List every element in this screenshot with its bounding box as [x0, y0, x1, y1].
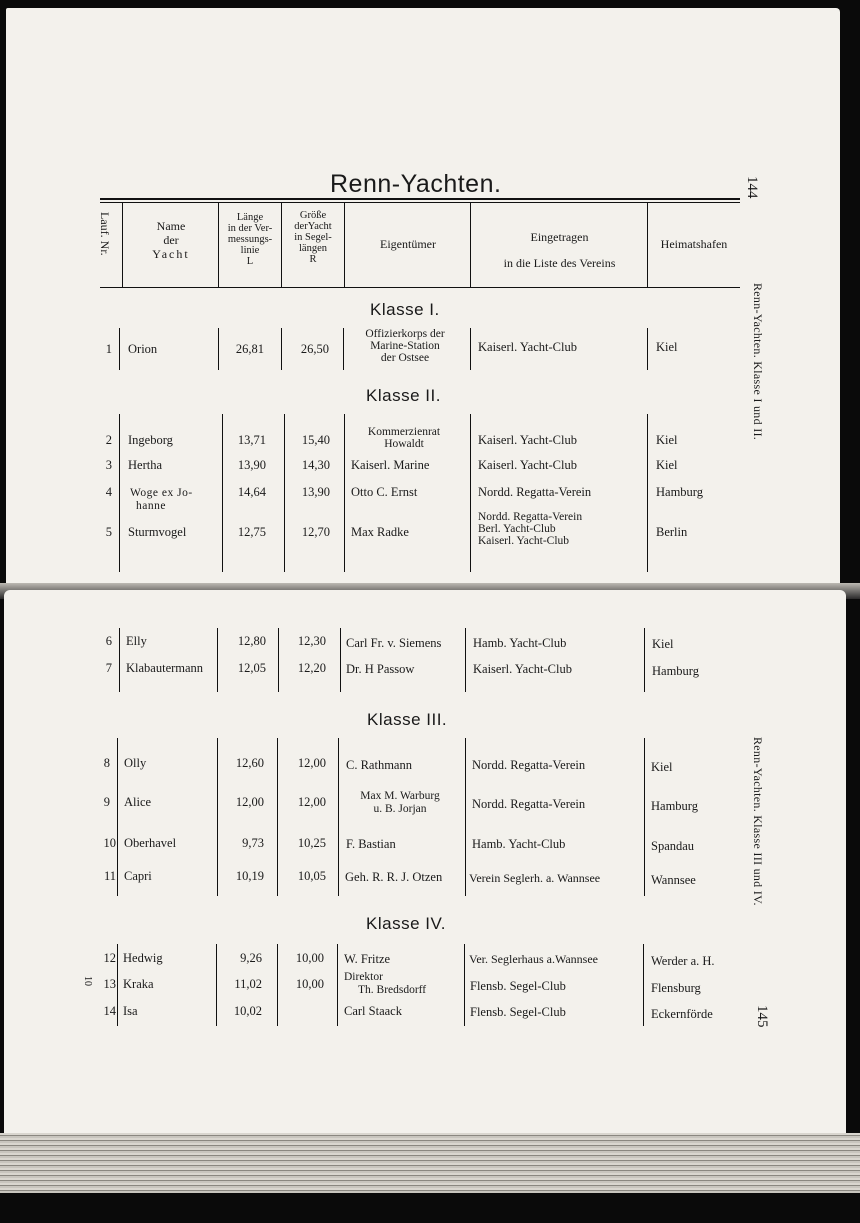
column-rule — [117, 738, 118, 896]
column-rule — [647, 414, 648, 572]
header-divider — [218, 203, 219, 287]
row-13-name: Kraka — [123, 977, 154, 991]
column-rule — [119, 328, 120, 370]
row-3-verein: Kaiserl. Yacht-Club — [478, 458, 577, 472]
row-5-hafen: Berlin — [656, 525, 688, 539]
row-7-hafen: Hamburg — [652, 664, 699, 678]
header-divider — [470, 203, 471, 287]
header-divider — [122, 203, 123, 287]
header-divider — [281, 203, 282, 287]
row-3-laenge: 13,90 — [237, 458, 266, 472]
row-9-verein: Nordd. Regatta-Verein — [472, 797, 586, 811]
row-14-name: Isa — [123, 1004, 138, 1018]
row-13-groesse: 10,00 — [295, 977, 324, 991]
column-rule — [277, 738, 278, 896]
book-page-edges — [0, 1133, 860, 1193]
row-8-name: Olly — [124, 756, 147, 770]
row-2-nr: 2 — [105, 433, 112, 447]
row-5-groesse: 12,70 — [301, 525, 330, 539]
column-rule — [337, 944, 338, 1026]
row-11-name: Capri — [124, 869, 152, 883]
row-11-verein: Verein Seglerh. a. Wannsee — [469, 871, 601, 885]
row-4-verein: Nordd. Regatta-Verein — [478, 485, 592, 499]
row-10-laenge: 9,73 — [242, 836, 264, 850]
row-11-laenge: 10,19 — [235, 869, 264, 883]
row-5-laenge: 12,75 — [237, 525, 266, 539]
row-13-hafen: Flensburg — [651, 981, 701, 995]
column-rule — [465, 628, 466, 692]
row-5-owner: Max Radke — [351, 525, 409, 539]
row-11-groesse: 10,05 — [297, 869, 326, 883]
row-14-owner: Carl Staack — [344, 1004, 402, 1018]
column-rule — [278, 628, 279, 692]
row-1-laenge: 26,81 — [235, 342, 264, 356]
header-eingetragen: Eingetragen in die Liste des Vereins — [503, 230, 616, 270]
column-rule — [647, 328, 648, 370]
header-bottom-rule — [100, 287, 740, 288]
row-5-verein: Nordd. Regatta-Verein Berl. Yacht-Club Kaiserl. Yacht-Club — [478, 511, 583, 547]
row-14-hafen: Eckernförde — [651, 1007, 713, 1021]
header-laenge: Länge in der Ver- messungs- linie L — [227, 212, 273, 267]
row-2-owner: Kommerzienrat Howaldt — [367, 426, 441, 450]
row-7-verein: Kaiserl. Yacht-Club — [473, 662, 572, 676]
column-rule — [643, 944, 644, 1026]
row-5-nr: 5 — [105, 525, 112, 539]
row-13-nr: 13 — [103, 977, 116, 991]
row-9-owner: Max M. Warburg u. B. Jorjan — [360, 790, 440, 815]
row-4-laenge: 14,64 — [237, 485, 266, 499]
column-rule — [465, 738, 466, 896]
page-number-145: 145 — [754, 1005, 770, 1028]
row-10-verein: Hamb. Yacht-Club — [472, 837, 566, 851]
row-9-nr: 9 — [103, 795, 110, 809]
row-5-name: Sturmvogel — [128, 525, 187, 539]
row-2-name: Ingeborg — [128, 433, 173, 447]
row-12-nr: 12 — [103, 951, 116, 965]
row-10-name: Oberhavel — [124, 836, 177, 850]
section-klasse-4: Klasse IV. — [366, 914, 446, 933]
row-4-nr: 4 — [105, 485, 112, 499]
page-title: Renn-Yachten. — [330, 170, 502, 198]
row-3-groesse: 14,30 — [301, 458, 330, 472]
section-klasse-3: Klasse III. — [367, 710, 448, 729]
column-rule — [222, 414, 223, 572]
column-rule — [343, 328, 344, 370]
row-11-owner: Geh. R. R. J. Otzen — [345, 870, 443, 884]
row-7-owner: Dr. H Passow — [346, 662, 415, 676]
row-13-owner: Direktor Th. Bredsdorff — [344, 971, 427, 996]
column-rule — [119, 414, 120, 572]
title-rule — [100, 198, 740, 200]
row-14-laenge: 10,02 — [233, 1004, 262, 1018]
row-9-hafen: Hamburg — [651, 799, 698, 813]
row-2-verein: Kaiserl. Yacht-Club — [478, 433, 577, 447]
page-number-144: 144 — [744, 176, 760, 199]
row-12-owner: W. Fritze — [344, 952, 391, 966]
header-divider — [344, 203, 345, 287]
header-divider — [647, 203, 648, 287]
row-13-laenge: 11,02 — [234, 977, 262, 991]
row-8-owner: C. Rathmann — [346, 758, 412, 772]
row-8-hafen: Kiel — [651, 760, 673, 774]
row-9-laenge: 12,00 — [235, 795, 264, 809]
row-12-name: Hedwig — [123, 951, 163, 965]
row-1-verein: Kaiserl. Yacht-Club — [478, 340, 577, 354]
row-2-groesse: 15,40 — [301, 433, 330, 447]
row-11-nr: 11 — [103, 869, 116, 883]
row-6-groesse: 12,30 — [297, 634, 326, 648]
row-14-nr: 14 — [103, 1004, 116, 1018]
row-6-hafen: Kiel — [652, 637, 674, 651]
header-top-rule — [100, 202, 740, 203]
row-8-nr: 8 — [103, 756, 110, 770]
row-4-owner: Otto C. Ernst — [351, 485, 418, 499]
row-12-hafen: Werder a. H. — [651, 954, 715, 968]
column-rule — [284, 414, 285, 572]
row-6-verein: Hamb. Yacht-Club — [473, 636, 567, 650]
row-13-verein: Flensb. Segel-Club — [470, 979, 566, 993]
row-3-nr: 3 — [105, 458, 112, 472]
row-9-groesse: 12,00 — [297, 795, 326, 809]
section-klasse-2: Klasse II. — [366, 386, 441, 405]
row-1-owner: Offizierkorps der Marine-Station der Ostsee — [365, 328, 445, 364]
row-12-verein: Ver. Seglerhaus a.Wannsee — [469, 952, 598, 966]
row-1-groesse: 26,50 — [300, 342, 329, 356]
header-eigentuemer: Eigentümer — [380, 237, 436, 251]
row-2-hafen: Kiel — [656, 433, 678, 447]
side-running-head-lower: Renn-Yachten. Klasse III und IV. — [751, 737, 765, 906]
row-1-hafen: Kiel — [656, 340, 678, 354]
row-6-owner: Carl Fr. v. Siemens — [346, 636, 442, 650]
row-3-hafen: Kiel — [656, 458, 678, 472]
row-4-hafen: Hamburg — [656, 485, 703, 499]
column-rule — [217, 738, 218, 896]
row-10-hafen: Spandau — [651, 839, 695, 853]
column-rule — [277, 944, 278, 1026]
row-2-laenge: 13,71 — [237, 433, 266, 447]
column-rule — [119, 628, 120, 692]
row-8-groesse: 12,00 — [297, 756, 326, 770]
side-running-head-upper: Renn-Yachten. Klasse I und II. — [751, 283, 765, 441]
header-heimatshafen: Heimatshafen — [660, 237, 728, 251]
column-rule — [470, 414, 471, 572]
column-rule — [218, 328, 219, 370]
column-rule — [340, 628, 341, 692]
row-12-groesse: 10,00 — [295, 951, 324, 965]
row-6-laenge: 12,80 — [237, 634, 266, 648]
column-rule — [217, 628, 218, 692]
row-10-nr: 10 — [103, 836, 116, 850]
column-rule — [216, 944, 217, 1026]
column-rule — [470, 328, 471, 370]
row-4-groesse: 13,90 — [301, 485, 330, 499]
row-10-groesse: 10,25 — [297, 836, 326, 850]
section-klasse-1: Klasse I. — [370, 300, 440, 319]
signature-mark: 10 — [82, 976, 93, 986]
column-rule — [344, 414, 345, 572]
row-7-laenge: 12,05 — [237, 661, 266, 675]
row-7-groesse: 12,20 — [297, 661, 326, 675]
column-rule — [281, 328, 282, 370]
column-rule — [464, 944, 465, 1026]
row-3-name: Hertha — [128, 458, 163, 472]
column-rule — [644, 628, 645, 692]
row-4-name: Woge ex Jo- hanne — [130, 487, 193, 512]
column-rule — [338, 738, 339, 896]
row-12-laenge: 9,26 — [240, 951, 262, 965]
row-11-hafen: Wannsee — [651, 873, 696, 887]
row-3-owner: Kaiserl. Marine — [351, 458, 430, 472]
header-name: Name der Yacht — [152, 219, 190, 261]
row-7-nr: 7 — [105, 661, 112, 675]
row-8-laenge: 12,60 — [235, 756, 264, 770]
header-lauf-nr: Lauf. Nr. — [98, 212, 112, 256]
row-14-verein: Flensb. Segel-Club — [470, 1005, 566, 1019]
row-1-nr: 1 — [105, 342, 112, 356]
row-1-name: Orion — [128, 342, 158, 356]
column-rule — [644, 738, 645, 896]
column-rule — [117, 944, 118, 1026]
header-groesse: Größe derYacht in Segel- längen R — [294, 210, 332, 265]
row-8-verein: Nordd. Regatta-Verein — [472, 758, 586, 772]
row-6-name: Elly — [126, 634, 147, 648]
row-6-nr: 6 — [105, 634, 112, 648]
row-7-name: Klabautermann — [126, 661, 204, 675]
row-10-owner: F. Bastian — [346, 837, 396, 851]
row-9-name: Alice — [124, 795, 152, 809]
